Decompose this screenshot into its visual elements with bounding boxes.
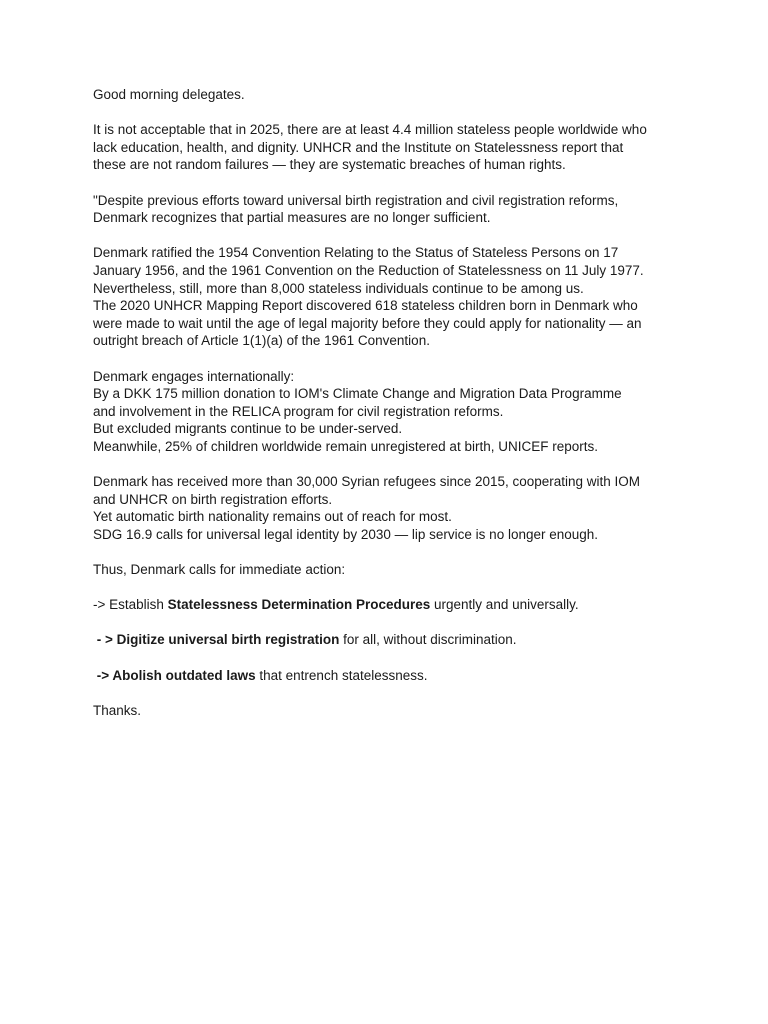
action-line xyxy=(93,631,693,649)
text-line: Denmark ratified the 1954 Convention Relating to the Status of Stateless Persons on 17 xyxy=(93,245,619,261)
closing xyxy=(93,702,693,720)
action-bold: - > Digitize universal birth registration xyxy=(93,632,340,648)
action-suffix: that entrench statelessness. xyxy=(255,667,428,683)
action-bold: Statelessness Determination Procedures xyxy=(167,597,431,613)
action-bold: -> Abolish outdated laws xyxy=(93,667,256,683)
text-line: "Despite previous efforts toward universal birth registration and civil registration reforms, xyxy=(93,192,619,208)
greeting xyxy=(93,86,693,104)
paragraph-efforts xyxy=(93,192,693,227)
text-line: It is not acceptable that in 2025, there are at least 4.4 million stateless people worldwide who xyxy=(93,122,647,138)
call-to-action xyxy=(93,561,693,579)
text-line: Nevertheless, still, more than 8,000 stateless individuals continue to be among us. xyxy=(93,280,584,296)
action-item-sdp xyxy=(93,596,693,614)
text-line: and involvement in the RELICA program for civil registration reforms. xyxy=(93,403,504,419)
text-line: and UNHCR on birth registration efforts. xyxy=(93,491,333,507)
text-line: lack education, health, and dignity. UNHCR and the Institute on Statelessness report that xyxy=(93,139,624,155)
action-prefix: -> Establish xyxy=(93,597,168,613)
document-body xyxy=(93,86,693,737)
greeting-line: Good morning delegates. xyxy=(93,87,245,102)
text-line: Yet automatic birth nationality remains out of reach for most. xyxy=(93,509,452,525)
text-line: SDG 16.9 calls for universal legal identity by 2030 — lip service is no longer enough. xyxy=(93,526,599,542)
action-suffix: urgently and universally. xyxy=(430,597,579,613)
text-line: Denmark recognizes that partial measures are no longer sufficient. xyxy=(93,210,491,226)
text-line: were made to wait until the age of legal majority before they could apply for nationality — an xyxy=(93,315,642,331)
paragraph-international xyxy=(93,368,693,456)
paragraph-refugees xyxy=(93,473,693,543)
call-line: Thus, Denmark calls for immediate action: xyxy=(93,562,346,578)
action-line xyxy=(93,596,693,614)
action-item-abolish xyxy=(93,667,693,685)
action-suffix: for all, without discrimination. xyxy=(339,632,517,648)
text-line: By a DKK 175 million donation to IOM's Climate Change and Migration Data Programme xyxy=(93,386,622,402)
paragraph-conventions xyxy=(93,244,693,350)
paragraph-intro xyxy=(93,121,693,174)
text-line: these are not random failures — they are systematic breaches of human rights. xyxy=(93,157,566,173)
text-line: outright breach of Article 1(1)(a) of the 1961 Convention. xyxy=(93,333,430,349)
closing-line: Thanks. xyxy=(93,702,142,718)
text-line: Denmark engages internationally: xyxy=(93,368,295,384)
action-line xyxy=(93,667,693,685)
text-line: Denmark has received more than 30,000 Syrian refugees since 2015, cooperating with IOM xyxy=(93,474,641,490)
action-item-digitize xyxy=(93,631,693,649)
text-line: But excluded migrants continue to be under-served. xyxy=(93,421,403,437)
text-line: The 2020 UNHCR Mapping Report discovered 618 stateless children born in Denmark who xyxy=(93,298,638,314)
text-line: January 1956, and the 1961 Convention on the Reduction of Statelessness on 11 July 1977. xyxy=(93,262,644,278)
text-line: Meanwhile, 25% of children worldwide remain unregistered at birth, UNICEF reports. xyxy=(93,438,598,454)
